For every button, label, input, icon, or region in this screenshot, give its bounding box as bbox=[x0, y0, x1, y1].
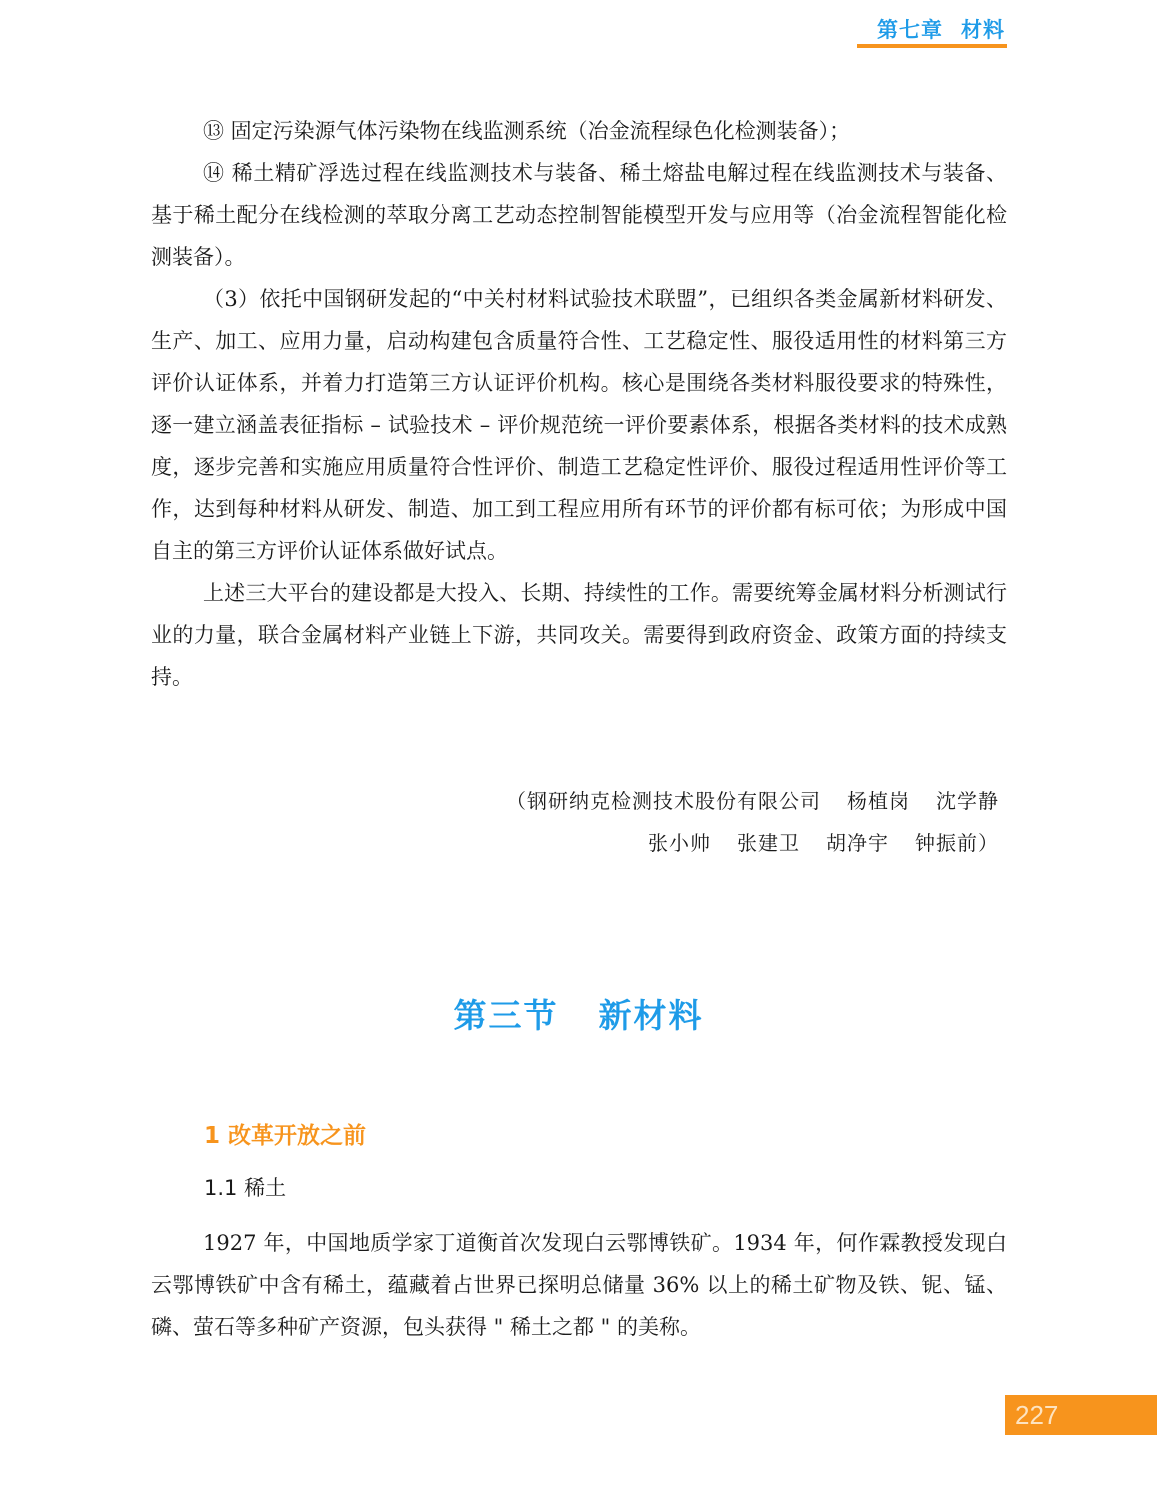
attribution-line-1 bbox=[506, 780, 999, 822]
section-name: 新材料 bbox=[598, 996, 704, 1035]
author-name: 张小帅 bbox=[648, 831, 711, 855]
section-body-text bbox=[151, 1222, 1007, 1348]
author-name: 杨植岗 bbox=[847, 789, 910, 813]
paragraph: 上述三大平台的建设都是大投入、长期、持续性的工作。需要统筹金属材料分析测试行业的力量，联合金属材料产业链上下游，共同攻关。需要得到政府资金、政策方面的持续支持。 bbox=[151, 581, 1007, 689]
paragraph: ⑬ 固定污染源气体污染物在线监测系统（冶金流程绿色化检测装备）； bbox=[203, 119, 851, 143]
author-name: 张建卫 bbox=[737, 831, 800, 855]
section-number: 第三节 bbox=[453, 996, 559, 1035]
main-body-text bbox=[151, 110, 1007, 698]
author-name: 钟振前） bbox=[915, 831, 999, 855]
section-title bbox=[0, 990, 1157, 1037]
attribution-company: （钢研纳克检测技术股份有限公司 bbox=[506, 789, 821, 813]
subsection-heading: 1 改革开放之前 bbox=[204, 1123, 367, 1149]
author-name: 沈学静 bbox=[936, 789, 999, 813]
paragraph: ⑭ 稀土精矿浮选过程在线监测技术与装备、稀土熔盐电解过程在线监测技术与装备、基于稀土配分在线检测的萃取分离工艺动态控制智能模型开发与应用等（冶金流程智能化检测装备）。 bbox=[151, 161, 1007, 269]
subsubsection-heading: 1.1 稀土 bbox=[204, 1176, 287, 1200]
paragraph: （3）依托中国钢研发起的“中关村材料试验技术联盟”，已组织各类金属新材料研发、生产、加工、应用力量，启动构建包含质量符合性、工艺稳定性、服役适用性的材料第三方评价认证体系，并着力打造第三方认证评价机构。核心是围绕各类材料服役要求的特殊性，逐一建立涵盖表征指标 – 试验技术 – 评价规范统一评价要素体系，根据各类材料的技术成熟度，逐步完善和实施应用质量符合性评价、制造工艺稳定性评价、服役过程适用性评价等工作，达到每种材料从研发、制造、加工到工程应用所有环节的评价都有标可依；为形成中国自主的第三方评价认证体系做好试点。 bbox=[151, 287, 1007, 563]
author-attribution bbox=[506, 780, 999, 864]
running-header bbox=[877, 14, 1005, 48]
paragraph: 1927 年，中国地质学家丁道衡首次发现白云鄂博铁矿。1934 年，何作霖教授发现白云鄂博铁矿中含有稀土，蕴藏着占世界已探明总储量 36% 以上的稀土矿物及铁、铌、锰、磷、萤石等多种矿产资源，包头获得 " 稀土之都 " 的美称。 bbox=[151, 1231, 1007, 1339]
chapter-label: 第七章 bbox=[877, 18, 943, 42]
chapter-topic: 材料 bbox=[961, 18, 1005, 42]
author-name: 胡净宇 bbox=[826, 831, 889, 855]
header-underline bbox=[857, 44, 1007, 48]
attribution-line-2 bbox=[506, 822, 999, 864]
page-number: 227 bbox=[1005, 1395, 1157, 1435]
